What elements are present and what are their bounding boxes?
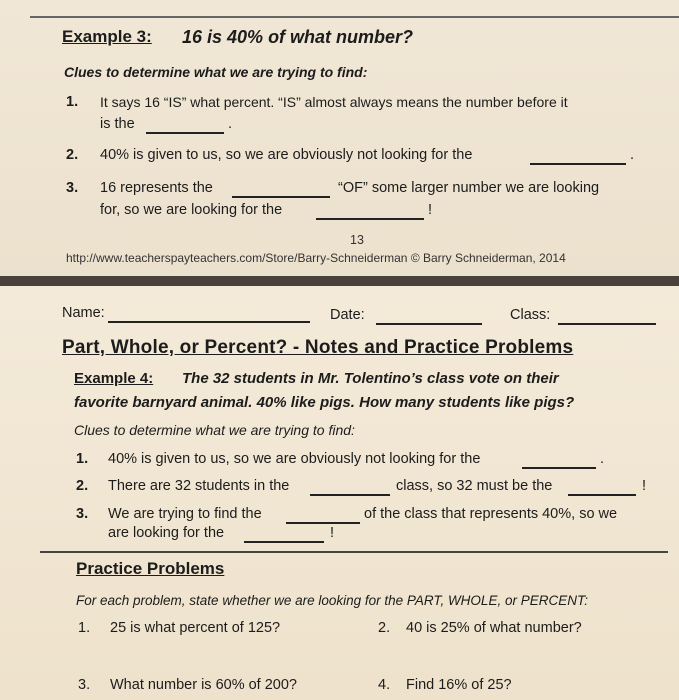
example4-text-line1: The 32 students in Mr. Tolentino’s class vote on their [182,370,559,387]
example3-item1-period: . [228,116,233,132]
example3-item2-blank[interactable] [530,163,626,165]
example3-title: 16 is 40% of what number? [182,27,414,47]
example3-item1-line2: is the [100,116,135,132]
example4-item2-start: There are 32 students in the [108,478,290,494]
example3-item3-exclaim: ! [428,202,433,218]
example4-text-line2: favorite barnyard animal. 40% like pigs. How many students like pigs? [74,394,575,411]
example4-item3-number: 3. [76,506,89,522]
practice-problem2-number: 2. [378,620,391,636]
example4-item1-number: 1. [76,451,89,467]
page-number: 13 [350,233,364,247]
example4-item1-text: 40% is given to us, so we are obviously not looking for the [108,451,481,467]
practice-problem3: What number is 60% of 200? [110,677,297,693]
example3-item3-line1-end: “OF” some larger number we are looking [338,180,600,196]
example3-label: Example 3: [62,27,152,46]
top-divider [30,16,679,18]
example4-item2-blank2[interactable] [568,494,636,496]
example3-item3-line2-start: for, so we are looking for the [100,202,283,218]
page-gap [0,276,679,286]
example4-item2-exclaim: ! [642,478,647,494]
example3-item3-line1-start: 16 represents the [100,180,213,196]
date-label: Date: [330,307,365,323]
example3-item1-number: 1. [66,94,79,110]
example3-item3-blank1[interactable] [232,196,330,198]
example4-item3-exclaim: ! [330,525,335,541]
example4-item3-line2-start: are looking for the [108,525,225,541]
practice-problem3-number: 3. [78,677,91,693]
name-label: Name: [62,305,105,321]
practice-problem1: 25 is what percent of 125? [110,620,281,636]
practice-problem4: Find 16% of 25? [406,677,512,693]
example4-item2-number: 2. [76,478,89,494]
example3-item2-number: 2. [66,147,79,163]
worksheet-page-notes [0,286,679,700]
example4-item2-blank1[interactable] [310,494,390,496]
example4-item3-blank1[interactable] [286,522,360,524]
class-field[interactable] [558,323,656,325]
practice-problem4-number: 4. [378,677,391,693]
date-field[interactable] [376,323,482,325]
practice-heading: Practice Problems [76,559,225,578]
practice-problem2: 40 is 25% of what number? [406,620,582,636]
example3-item2-text: 40% is given to us, so we are obviously not looking for the [100,147,473,163]
worksheet-title: Part, Whole, or Percent? - Notes and Practice Problems [62,337,574,358]
example4-label: Example 4: [74,370,154,387]
example4-item1-blank[interactable] [522,467,596,469]
practice-instructions: For each problem, state whether we are looking for the PART, WHOLE, or PERCENT: [76,593,588,608]
example3-item3-blank2[interactable] [316,218,424,220]
example4-item3-line1-end: of the class that represents 40%, so we [364,506,618,522]
example3-item3-number: 3. [66,180,79,196]
example4-item2-middle: class, so 32 must be the [396,478,553,494]
example3-item1-blank[interactable] [146,132,224,134]
example3-item2-period: . [630,147,635,163]
example4-item3-line1-start: We are trying to find the [108,506,262,522]
example3-item1-line1: It says 16 “IS” what percent. “IS” almost always means the number before it [100,94,568,110]
worksheet-page-13 [0,0,679,276]
name-field[interactable] [108,321,310,323]
example4-clues-heading: Clues to determine what we are trying to find: [74,422,355,438]
class-label: Class: [510,307,551,323]
section-divider [40,551,668,553]
example4-item3-blank2[interactable] [244,541,324,543]
footer-copyright: http://www.teacherspayteachers.com/Store/Barry-Schneiderman © Barry Schneiderman, 2014 [66,251,566,265]
example4-item1-period: . [600,451,605,467]
example3-clues-heading: Clues to determine what we are trying to find: [64,64,368,80]
practice-problem1-number: 1. [78,620,91,636]
